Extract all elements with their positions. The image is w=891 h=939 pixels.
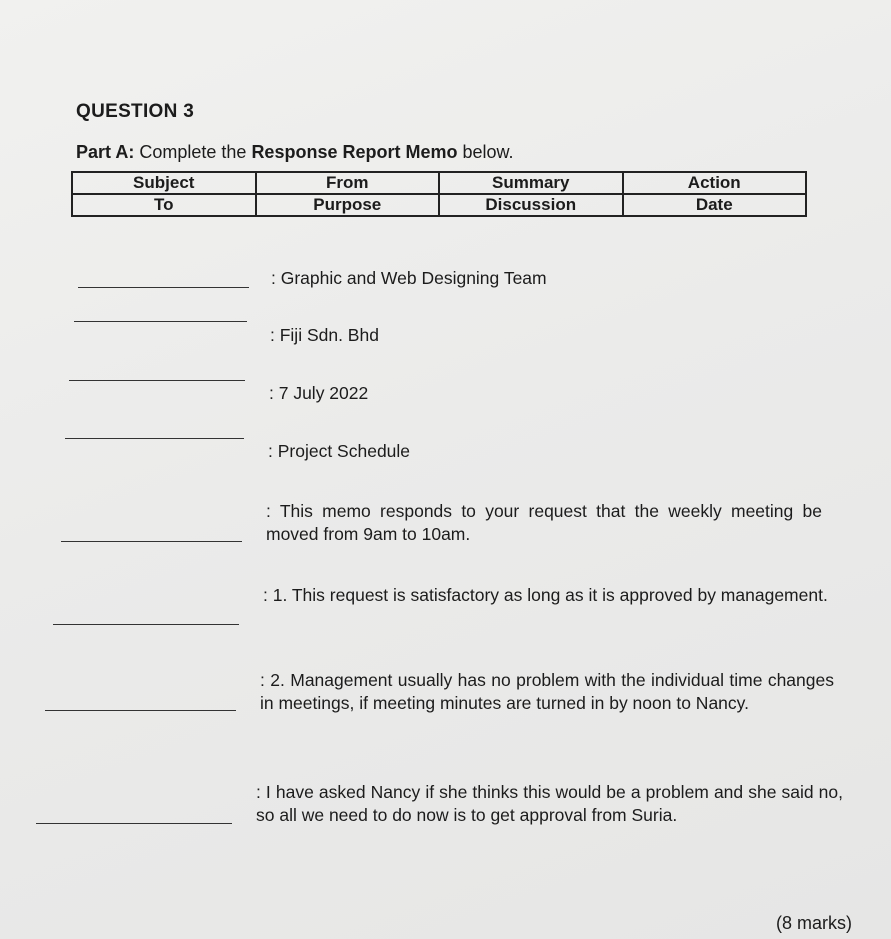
answer-blank[interactable] [69,380,245,381]
part-label: Part A: [76,142,135,162]
table-cell: From [256,172,440,194]
table-cell: Purpose [256,194,440,216]
memo-entry-text: : Project Schedule [268,441,411,461]
answer-blank[interactable] [74,321,247,322]
table-row [72,172,806,194]
instruction-bold: Response Report Memo [251,142,458,162]
answer-blank[interactable] [78,287,249,288]
memo-entry-text: : This memo responds to your request that the weekly meeting be moved from 9am to 10am. [266,501,822,544]
question-heading: QUESTION 3 [76,101,195,122]
table-cell: Subject [72,172,256,194]
answer-blank[interactable] [53,624,239,625]
instruction-suffix: below. [462,142,514,162]
table-cell: Discussion [439,194,623,216]
table-cell: To [72,194,256,216]
table-cell: Date [623,194,807,216]
answer-blank[interactable] [45,710,236,711]
table-row [72,194,806,216]
memo-entry-text: : I have asked Nancy if she thinks this would be a problem and she said no, so all we need to do now is to get approval from Suria. [256,782,843,825]
table-cell: Action [623,172,807,194]
answer-blank[interactable] [65,438,244,439]
marks-label: (8 marks) [776,913,852,933]
instruction [76,142,514,163]
memo-entry-text: : 1. This request is satisfactory as long as it is approved by management. [263,585,828,605]
memo-entry-text: : Graphic and Web Designing Team [271,268,547,288]
answer-options-table [71,171,807,217]
table-cell: Summary [439,172,623,194]
instruction-prefix: Complete the [139,142,247,162]
memo-entry-text: : 7 July 2022 [269,383,369,403]
memo-entry-text: : 2. Management usually has no problem with the individual time changes in meetings, if meeting minutes are turned in by noon to Nancy. [260,670,834,713]
answer-blank[interactable] [61,541,242,542]
answer-blank[interactable] [36,823,232,824]
memo-entry-text: : Fiji Sdn. Bhd [270,325,379,345]
